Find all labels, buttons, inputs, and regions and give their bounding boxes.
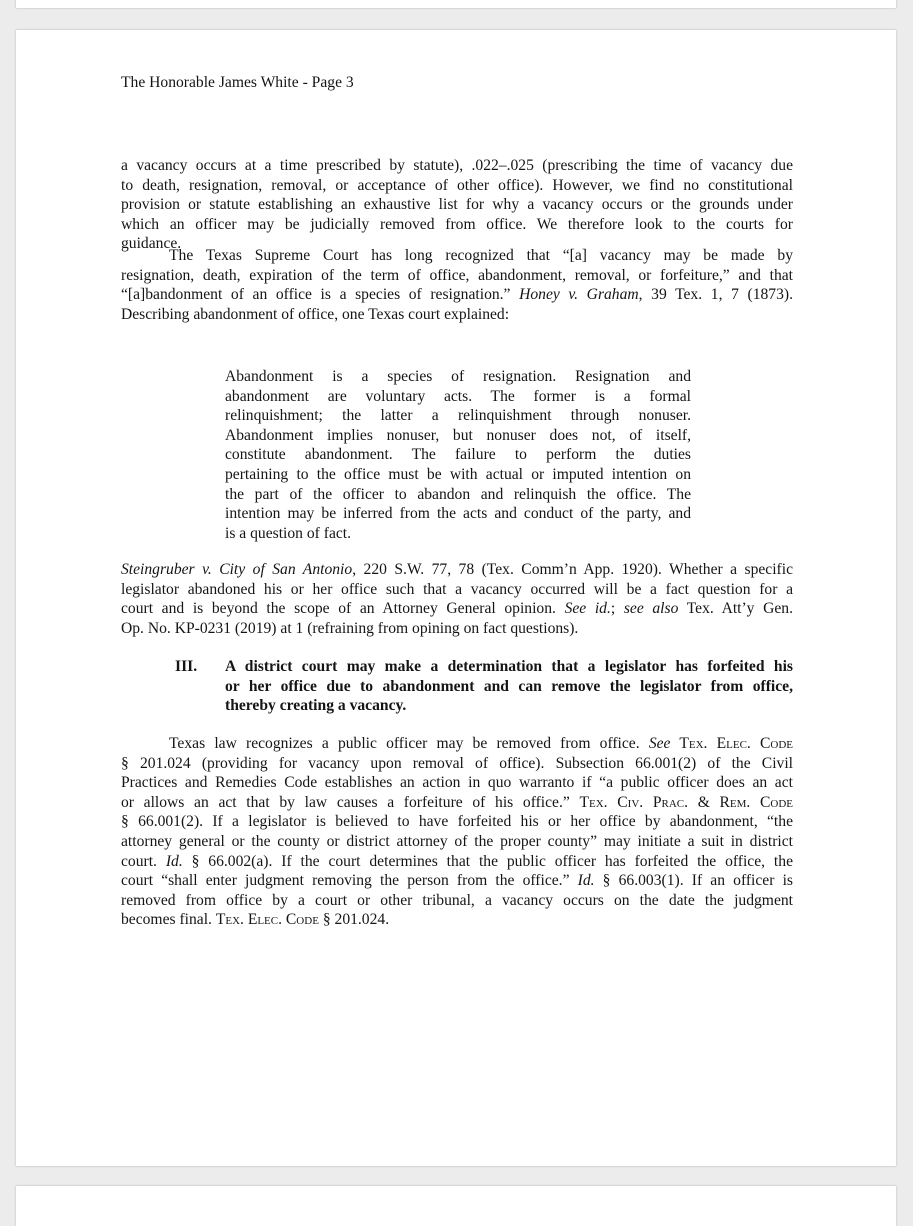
text-line: guidance.	[121, 235, 182, 253]
page-header: The Honorable James White - Page 3	[121, 74, 354, 91]
quote-line: relinquishment; the latter a relinquishment through nonuser.	[225, 407, 691, 425]
quote-line: is a question of fact.	[225, 524, 352, 542]
text-line: Steingruber v. City of San Antonio, 220 S.W. 77, 78 (Tex. Comm’n App. 1920). Whether a specific	[121, 561, 794, 578]
text-line: becomes final. Tex. Elec. Code § 201.024.	[121, 911, 390, 929]
quote-line: pertaining to the office must be with actual or imputed intention on	[225, 465, 691, 483]
text-line: court. Id. § 66.002(a). If the court determines that the public officer has forfeited the office, the	[121, 852, 793, 870]
document-page	[16, 30, 896, 1166]
quote-line: constitute abandonment. The failure to perform the duties	[225, 446, 691, 464]
quote-line: the part of the officer to abandon and relinquish the office. The	[225, 485, 691, 503]
case-citation: Honey v. Graham	[519, 286, 639, 304]
text-line: § 201.024 (providing for vacancy upon removal of office). Subsection 66.001(2) of the Civil	[121, 754, 793, 772]
text-line: The Texas Supreme Court has long recognized that “[a] vacancy may be made by	[169, 247, 793, 264]
text-line: or allows an act that by law causes a forfeiture of his office.” Tex. Civ. Prac. & Rem. Code	[121, 793, 793, 811]
quote-line: abandonment are voluntary acts. The former is a formal	[225, 387, 691, 405]
section-number: III.	[175, 658, 198, 675]
section-title	[225, 657, 793, 716]
text-line: Texas law recognizes a public officer may be removed from office. See Tex. Elec. Code	[169, 735, 793, 752]
quote-line: Abandonment implies nonuser, but nonuser does not, of itself,	[225, 426, 691, 444]
text-line: court and is beyond the scope of an Attorney General opinion. See id.; see also Tex. Att’y Gen.	[121, 600, 793, 618]
paragraph-steingruber	[121, 560, 793, 638]
text-line: “[a]bandonment of an office is a species of resignation.” Honey v. Graham, 39 Tex. 1, 7 (1873).	[121, 286, 793, 304]
text-line: Describing abandonment of office, one Texas court explained:	[121, 305, 510, 323]
quote-line: intention may be inferred from the acts and conduct of the party, and	[225, 505, 691, 523]
text-line: legislator abandoned his or her office such that a vacancy occurred will be a fact question for a	[121, 580, 793, 598]
text-line: attorney general or the county or district attorney of the proper county” may initiate a suit in district	[121, 832, 793, 850]
block-quote	[225, 367, 691, 543]
paragraph-texas-law	[121, 734, 793, 930]
text-line: Op. No. KP-0231 (2019) at 1 (refraining from opining on fact questions).	[121, 619, 579, 637]
heading-line: thereby creating a vacancy.	[225, 697, 407, 715]
text-line: court “shall enter judgment removing the person from the office.” Id. § 66.003(1). If an officer is	[121, 872, 793, 890]
paragraph-vacancy-statute	[121, 156, 793, 254]
text-line: provision or statute establishing an exhaustive list for why a vacancy occurs or the grounds under	[121, 196, 793, 214]
text-line: which an officer may be judicially removed from office. We therefore look to the courts for	[121, 215, 793, 233]
previous-page-edge	[16, 0, 896, 8]
heading-line: or her office due to abandonment and can remove the legislator from office,	[225, 677, 793, 695]
text-line: to death, resignation, removal, or acceptance of other office). However, we find no constitutional	[121, 176, 793, 194]
text-line: resignation, death, expiration of the term of office, abandonment, removal, or forfeiture,” and that	[121, 266, 793, 284]
next-page-edge	[16, 1186, 896, 1226]
quote-line: Abandonment is a species of resignation. Resignation and	[225, 368, 691, 385]
heading-line: A district court may make a determination that a legislator has forfeited his	[225, 658, 793, 675]
case-citation: Steingruber v. City of San Antonio	[121, 561, 353, 578]
text-line: a vacancy occurs at a time prescribed by statute), .022–.025 (prescribing the time of vacancy due	[121, 157, 793, 174]
text-line: removed from office by a court or other tribunal, a vacancy occurs on the date the judgment	[121, 891, 793, 909]
text-line: § 66.001(2). If a legislator is believed to have forfeited his or her office by abandonment, “the	[121, 813, 793, 831]
text-line: Practices and Remedies Code establishes an action in quo warranto if “a public officer does an act	[121, 774, 793, 792]
paragraph-supreme-court	[121, 246, 793, 324]
